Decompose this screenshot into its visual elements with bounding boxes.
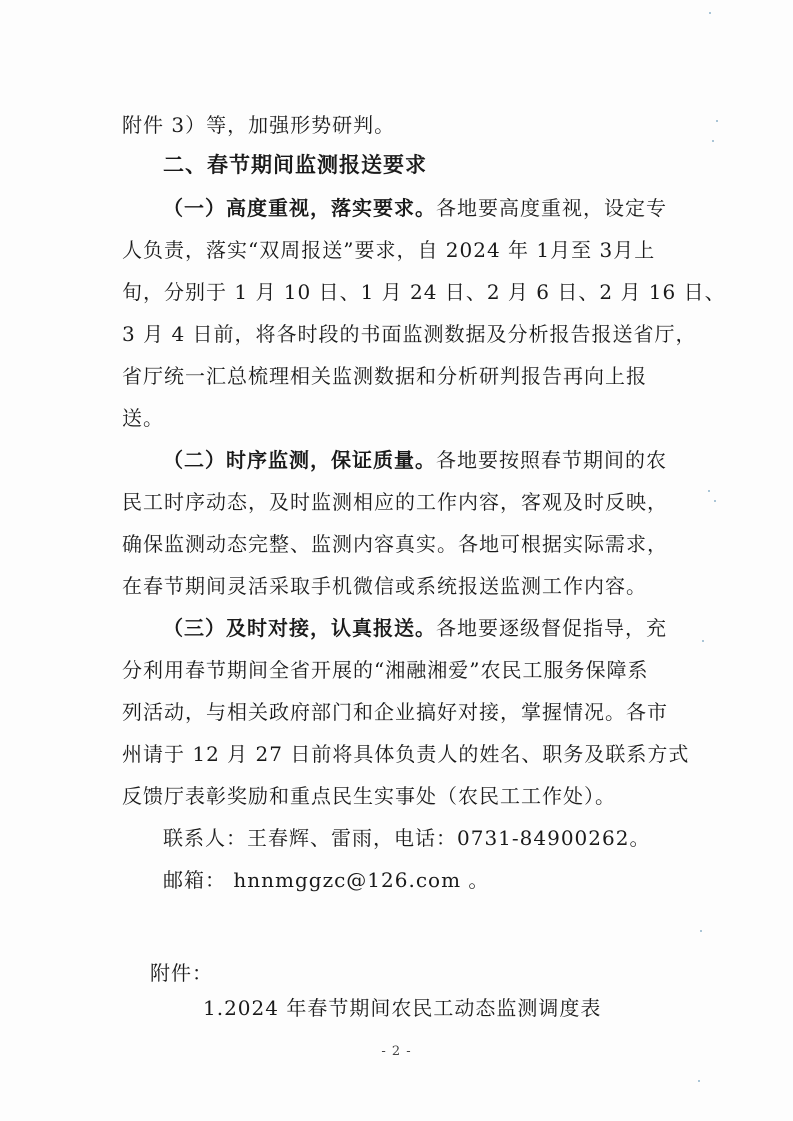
section-1-line-4: 省厅统一汇总梳理相关监测数据和分析研判报告再向上报 bbox=[122, 364, 647, 388]
scan-artifact bbox=[709, 12, 711, 14]
section-3-line-1: 分利用春节期间全省开展的“湘融湘爱”农民工服务保障系 bbox=[122, 658, 649, 682]
section-2-first-line bbox=[163, 445, 667, 475]
section-3-lead: （三）及时对接，认真报送。 bbox=[163, 616, 436, 640]
intro-line: 附件 3）等，加强形势研判。 bbox=[122, 113, 396, 137]
page-number: - 2 - bbox=[381, 1044, 412, 1059]
scan-artifact bbox=[708, 490, 710, 492]
section-1-lead: （一）高度重视，落实要求。 bbox=[163, 196, 436, 220]
scan-artifact bbox=[700, 930, 702, 932]
section-2-line-3: 在春节期间灵活采取手机微信或系统报送监测工作内容。 bbox=[122, 574, 647, 598]
section-2-lead: （二）时序监测，保证质量。 bbox=[163, 448, 436, 472]
scan-artifact bbox=[716, 120, 718, 122]
section-3-line-4: 反馈厅表彰奖励和重点民生实事处（农民工工作处）。 bbox=[122, 784, 616, 808]
section-1-line-0: 各地要高度重视，设定专 bbox=[436, 196, 667, 220]
scan-artifact bbox=[698, 1080, 700, 1082]
attachment-label: 附件： bbox=[150, 961, 213, 985]
section-1-line-3: 3 月 4 日前，将各时段的书面监测数据及分析报告报送省厅， bbox=[122, 322, 697, 346]
email-line: 邮箱： hnnmggzc@126.com 。 bbox=[163, 868, 490, 892]
scan-artifact bbox=[712, 140, 714, 142]
section-1-line-2: 旬，分别于 1 月 10 日、1 月 24 日、2 月 6 日、2 月 16 日、 bbox=[122, 280, 726, 304]
section-2-line-1: 民工时序动态，及时监测相应的工作内容，客观及时反映， bbox=[122, 490, 668, 514]
attachment-item: 1.2024 年春节期间农民工动态监测调度表 bbox=[203, 996, 602, 1020]
contact-line: 联系人：王春辉、雷雨，电话：0731-84900262。 bbox=[163, 826, 651, 850]
section-2-line-2: 确保监测动态完整、监测内容真实。各地可根据实际需求， bbox=[122, 532, 668, 556]
section-2-line-0: 各地要按照春节期间的农 bbox=[436, 448, 667, 472]
section-3-first-line bbox=[163, 613, 667, 643]
section-3-line-2: 列活动，与相关政府部门和企业搞好对接，掌握情况。各市 bbox=[122, 700, 668, 724]
section-heading: 二、春节期间监测报送要求 bbox=[163, 153, 427, 177]
scan-artifact bbox=[702, 640, 704, 642]
section-3-line-0: 各地要逐级督促指导，充 bbox=[436, 616, 667, 640]
section-3-line-3: 州请于 12 月 27 日前将具体负责人的姓名、职务及联系方式 bbox=[122, 742, 690, 766]
section-1-line-1: 人负责，落实“双周报送”要求，自 2024 年 1月至 3月上 bbox=[122, 238, 656, 262]
section-1-line-5: 送。 bbox=[122, 406, 164, 430]
scan-artifact bbox=[714, 500, 716, 502]
section-1-first-line bbox=[163, 193, 667, 223]
